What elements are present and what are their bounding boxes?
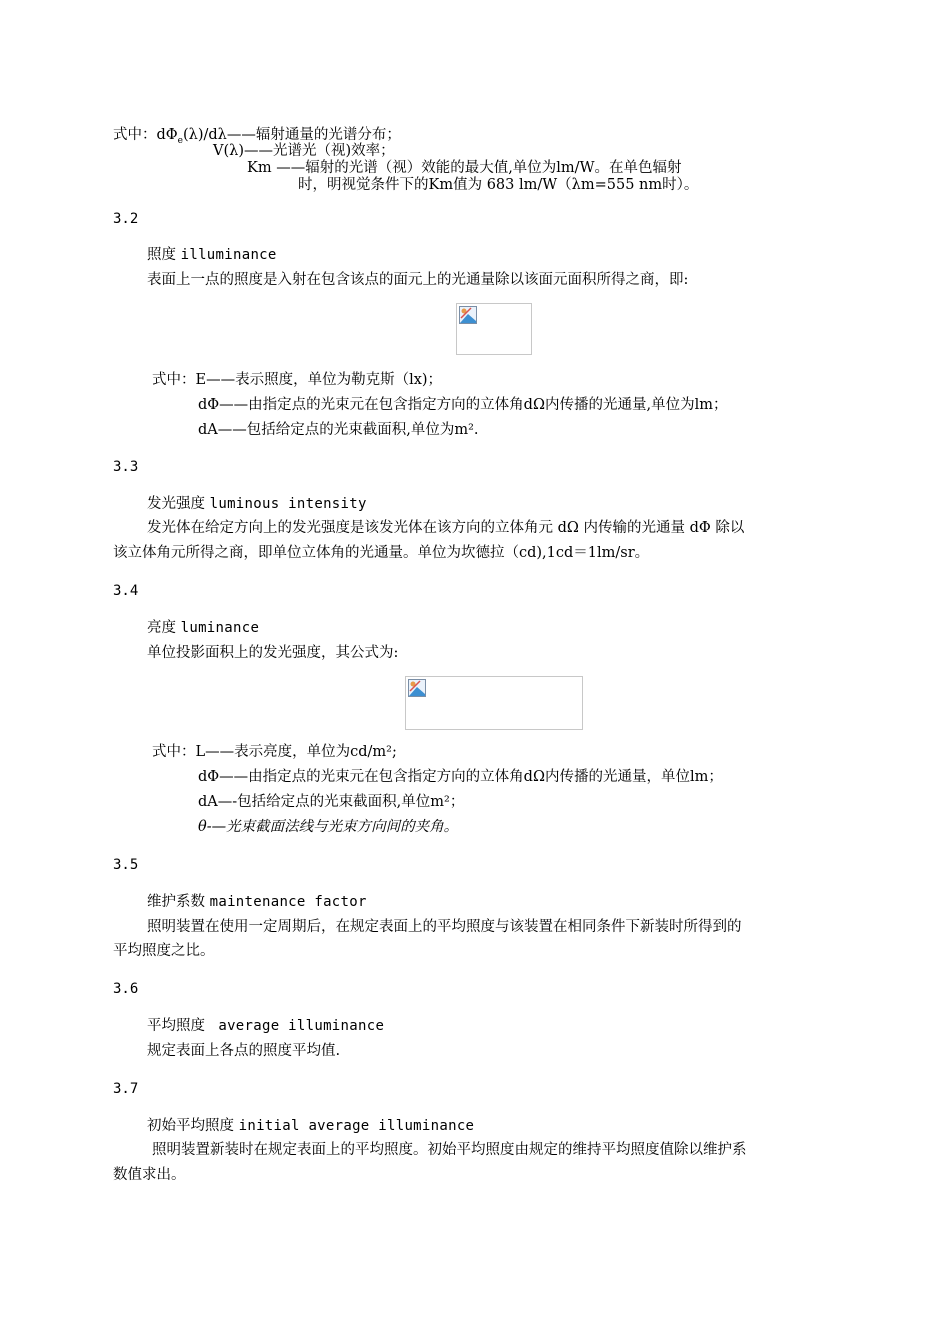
section-body: 照明装置新装时在规定表面上的平均照度。初始平均照度由规定的维持平均照度值除以维护系 (152, 1142, 747, 1158)
section-number: 3.5 (113, 857, 139, 873)
def-line: 式中：L——表示亮度，单位为cd/m²; (152, 744, 397, 760)
broken-image-icon (459, 306, 477, 324)
def-km-cont: 时，明视觉条件下的Km值为 683 lm/W（λm=555 nm时）。 (298, 177, 699, 193)
section-term: 平均照度 average illuminance (147, 1018, 385, 1034)
def-radiant-flux: 式中：$d\Phi_e(\lambda)/d\lambda——$辐射通量的光谱分布； (113, 127, 401, 146)
section-body: 平均照度之比。 (113, 943, 215, 959)
def-spectral-efficiency: V(λ)——光谱光（视)效率； (213, 143, 395, 159)
section-term: 维护系数 maintenance factor (147, 894, 367, 910)
formula-image-illuminance (456, 303, 532, 355)
section-term: 初始平均照度 initial average illuminance (147, 1118, 475, 1134)
section-body: 单位投影面积上的发光强度，其公式为: (147, 645, 399, 661)
def-line: θ-—光束截面法线与光束方向间的夹角。 (198, 819, 459, 835)
section-number: 3.7 (113, 1081, 139, 1097)
section-body: 该立体角元所得之商，即单位立体角的光通量。单位为坎德拉（cd),1cd＝1lm/sr。 (113, 545, 650, 561)
section-body: 规定表面上各点的照度平均值. (147, 1043, 341, 1059)
def-km: Km ——辐射的光谱（视）效能的最大值,单位为lm/W。在单色辐射 (247, 160, 682, 176)
section-body: 发光体在给定方向上的发光强度是该发光体在该方向的立体角元 dΩ 内传输的光通量 dΦ 除以 (147, 520, 745, 536)
broken-image-icon (408, 679, 426, 697)
section-term: 亮度 luminance (147, 620, 260, 636)
section-body: 数值求出。 (113, 1167, 186, 1183)
section-number: 3.3 (113, 459, 139, 475)
def-line: 式中：E——表示照度，单位为勒克斯（lx)； (152, 372, 443, 388)
def-line: dΦ——由指定点的光束元在包含指定方向的立体角dΩ内传播的光通量,单位为lm； (198, 397, 728, 413)
def-line: dA—-包括给定点的光束截面积,单位m²； (198, 794, 465, 810)
section-body: 照明装置在使用一定周期后，在规定表面上的平均照度与该装置在相同条件下新装时所得到的 (147, 919, 742, 935)
section-number: 3.6 (113, 981, 139, 997)
section-body: 表面上一点的照度是入射在包含该点的面元上的光通量除以该面元面积所得之商，即: (147, 272, 689, 288)
section-number: 3.4 (113, 583, 139, 599)
section-term: 发光强度 luminous intensity (147, 496, 367, 512)
section-term: 照度 illuminance (147, 247, 277, 263)
formula-image-luminance (405, 676, 583, 730)
section-number: 3.2 (113, 211, 139, 227)
def-line: dA——包括给定点的光束截面积,单位为m². (198, 422, 479, 438)
def-line: dΦ——由指定点的光束元在包含指定方向的立体角dΩ内传播的光通量，单位lm； (198, 769, 723, 785)
